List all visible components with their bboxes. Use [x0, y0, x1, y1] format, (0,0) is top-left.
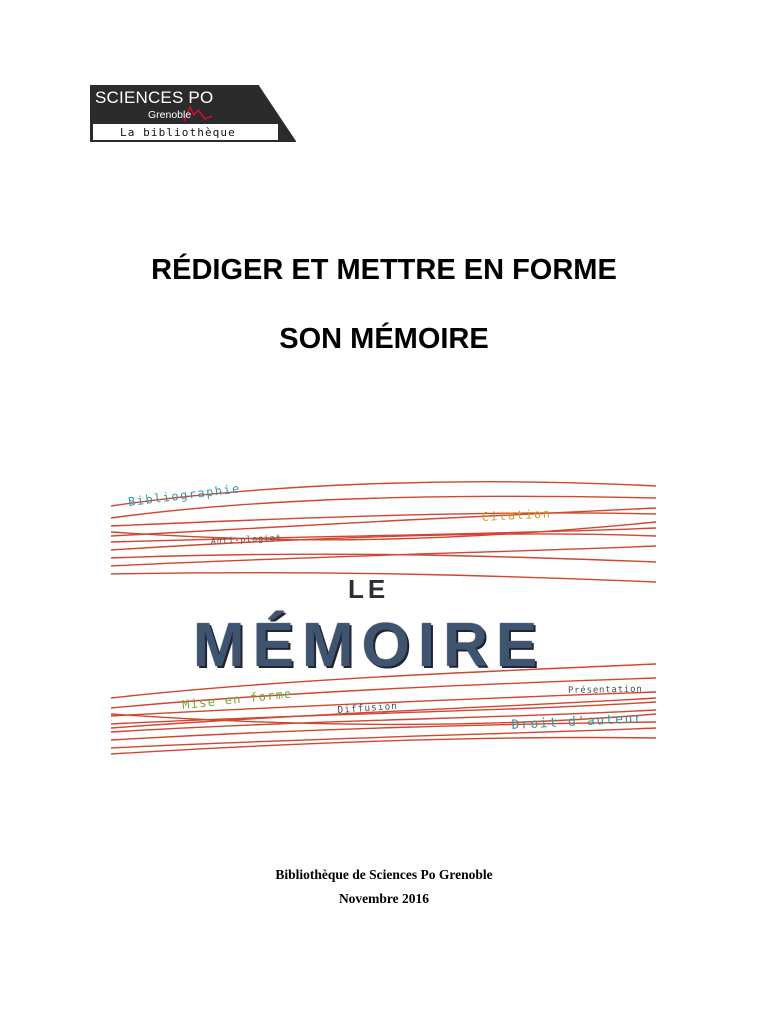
logo-title: SCIENCES PO: [95, 88, 214, 107]
tag-bibliographie: Bibliographie: [127, 481, 242, 509]
page-title-line-1: RÉDIGER ET METTRE EN FORME: [151, 254, 617, 286]
logo-library-label: La bibliothèque: [120, 126, 236, 139]
memoire-illustration: [111, 466, 656, 756]
tag-diffusion: Diffusion: [337, 700, 399, 716]
tag-anti-plagiat: Anti-plagiat: [210, 533, 282, 547]
logo-subtitle: Grenoble: [148, 109, 192, 121]
illustration-memoire: MÉMOIRE: [193, 611, 546, 680]
publisher-line: Bibliothèque de Sciences Po Grenoble: [275, 867, 493, 882]
publication-date: Novembre 2016: [338, 891, 430, 906]
sciences-po-logo: [90, 85, 296, 142]
tag-droit-auteur: Droit d'auteur: [511, 711, 644, 733]
tag-citation: Citation: [481, 506, 552, 524]
page-title-line-2: SON MÉMOIRE: [279, 323, 489, 355]
tag-presentation: Présentation: [567, 684, 643, 696]
tag-mise-en-forme: Mise en forme: [181, 686, 294, 712]
illustration-le: LE: [348, 574, 390, 604]
